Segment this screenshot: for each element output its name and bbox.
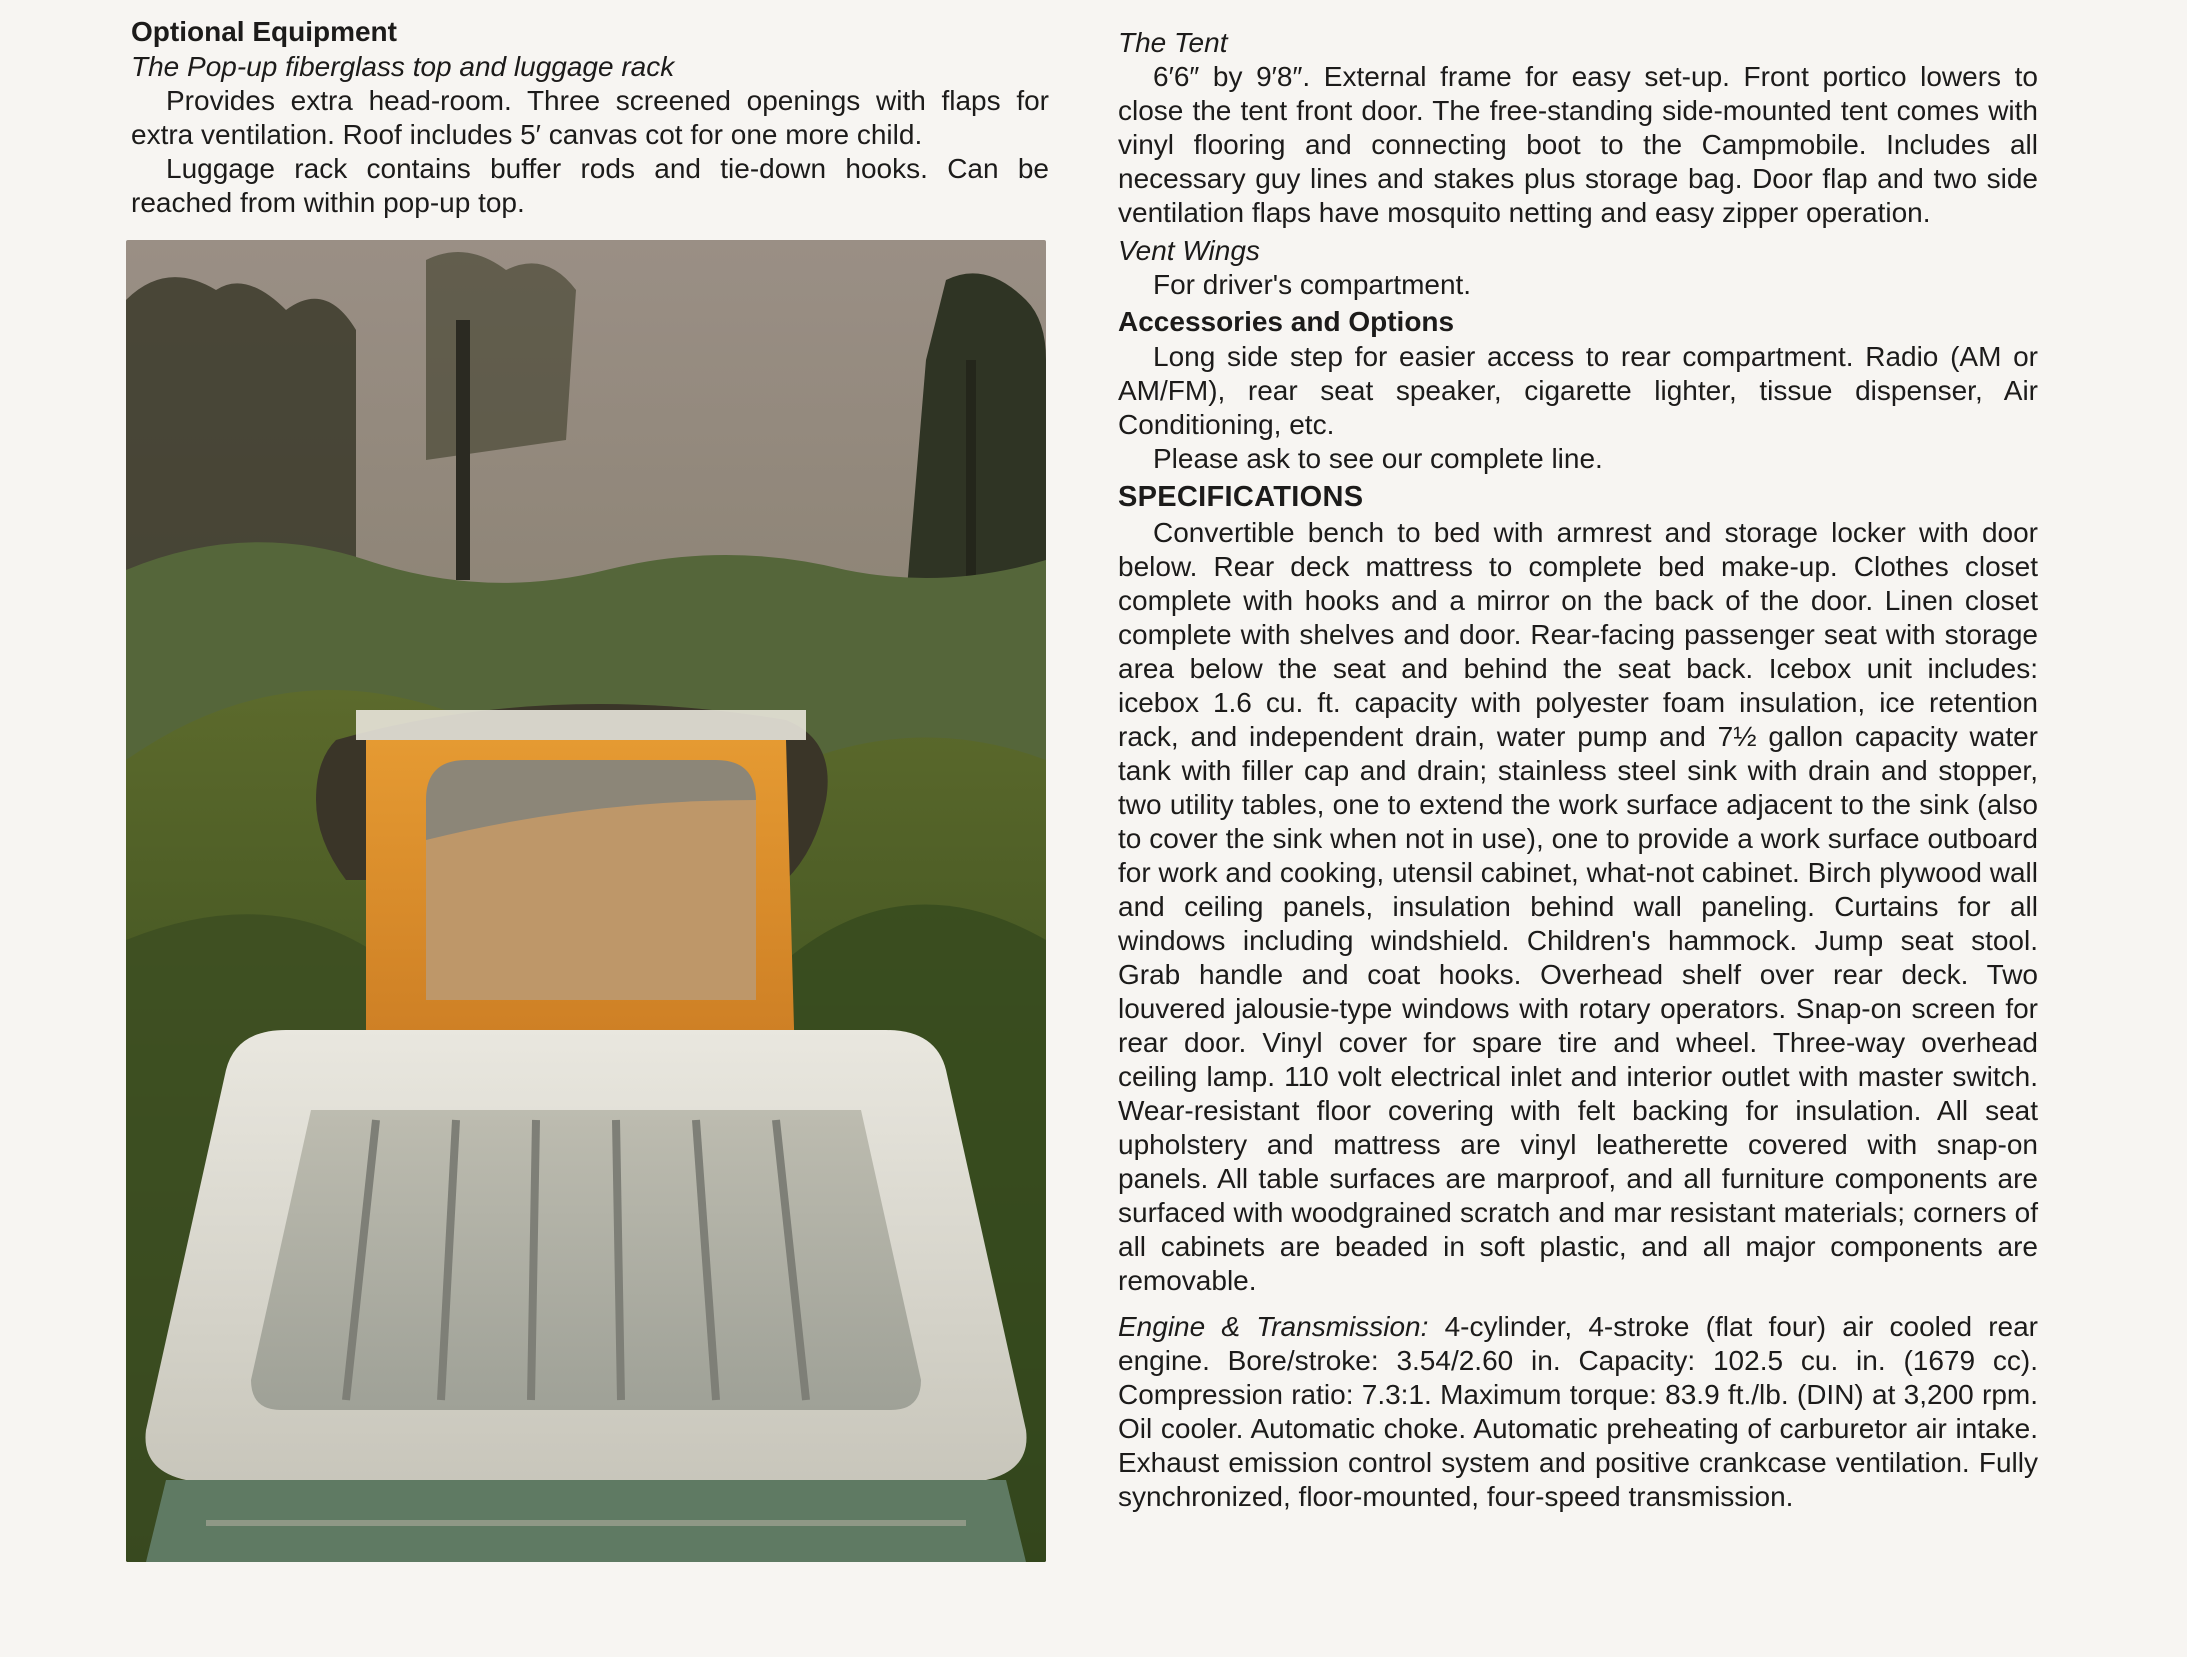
right-column <box>1118 26 2038 1514</box>
vent-wings-heading: Vent Wings <box>1118 235 1260 266</box>
tent-heading: The Tent <box>1118 27 1228 58</box>
popup-paragraph-2: Luggage rack contains buffer rods and tie-down hooks. Can be reached from within pop-up top. <box>131 153 1049 218</box>
left-column <box>131 14 1049 220</box>
optional-equipment-heading: Optional Equipment <box>131 16 397 47</box>
accessories-heading: Accessories and Options <box>1118 306 1455 337</box>
specifications-heading: SPECIFICATIONS <box>1118 481 1364 513</box>
popup-top-subheading: The Pop-up fiberglass top and luggage rack <box>131 51 675 82</box>
campmobile-poptop-photo <box>126 240 1046 1562</box>
engine-paragraph <box>1118 1310 2038 1514</box>
engine-label: Engine & Transmission: <box>1118 1311 1429 1342</box>
accessories-text-2: Please ask to see our complete line. <box>1153 443 1603 474</box>
popup-paragraph-1: Provides extra head-room. Three screened openings with flaps for extra ventilation. Roof includes 5′ canvas cot for one more child. <box>131 85 1049 150</box>
tent-text: 6′6″ by 9′8″. External frame for easy set-up. Front portico lowers to close the tent front door. The free-standing side-mounted tent comes with vinyl flooring and connecting boot to the Campmobile. Includes all necessary guy lines and stakes plus storage bag. Door flap and two side ventilation flaps have mosquito netting and easy zipper operation. <box>1118 61 2038 228</box>
vent-wings-text: For driver's compartment. <box>1153 269 1472 300</box>
specifications-text: Convertible bench to bed with armrest and storage locker with door below. Rear deck mattress to complete bed make-up. Clothes closet complete with hooks and a mirror on the back of the door. Linen closet complete with shelves and door. Rear-facing passenger seat with storage area below the seat and behind the seat back. Icebox unit includes: icebox 1.6 cu. ft. capacity with polyester foam insulation, ice retention rack, and independent drain, water pump and 7½ gallon capacity water tank with filler cap and drain; stainless steel sink with drain and stopper, two utility tables, one to extend the work surface adjacent to the sink (also to cover the sink when not in use), one to provide a work surface outboard for work and cooking, utensil cabinet, what-not cabinet. Birch plywood wall and ceiling panels, insulation behind wall paneling. Curtains for all windows including windshield. Children's hammock. Jump seat stool. Grab handle and coat hooks. Overhead shelf over rear deck. Two louvered jalousie-type windows with rotary operators. Snap-on screen for rear door. Vinyl cover for spare tire and wheel. Three-way overhead ceiling lamp. 110 volt electrical inlet and interior outlet with master switch. Wear-resistant floor covering with felt backing for insulation. All seat upholstery and mattress are vinyl leatherette covered with snap-on panels. All table surfaces are marproof, and all furniture components are surfaced with woodgrained scratch and mar resistant materials; corners of all cabinets are beaded in soft plastic, and all major components are removable. <box>1118 517 2038 1296</box>
engine-text: 4-cylinder, 4-stroke (flat four) air cooled rear engine. Bore/stroke: 3.54/2.60 in. Capacity: 102.5 cu. in. (1679 cc). Compression ratio: 7.3:1. Maximum torque: 83.9 ft./lb. (DIN) at 3,200 rpm. Oil cooler. Automatic choke. Automatic preheating of carburetor air intake. Exhaust emission control system and positive crankcase ventilation. Fully synchronized, floor-mounted, four-speed transmission. <box>1118 1311 2038 1512</box>
accessories-text: Long side step for easier access to rear compartment. Radio (AM or AM/FM), rear seat speaker, cigarette lighter, tissue dispenser, Air Conditioning, etc. <box>1118 341 2038 440</box>
